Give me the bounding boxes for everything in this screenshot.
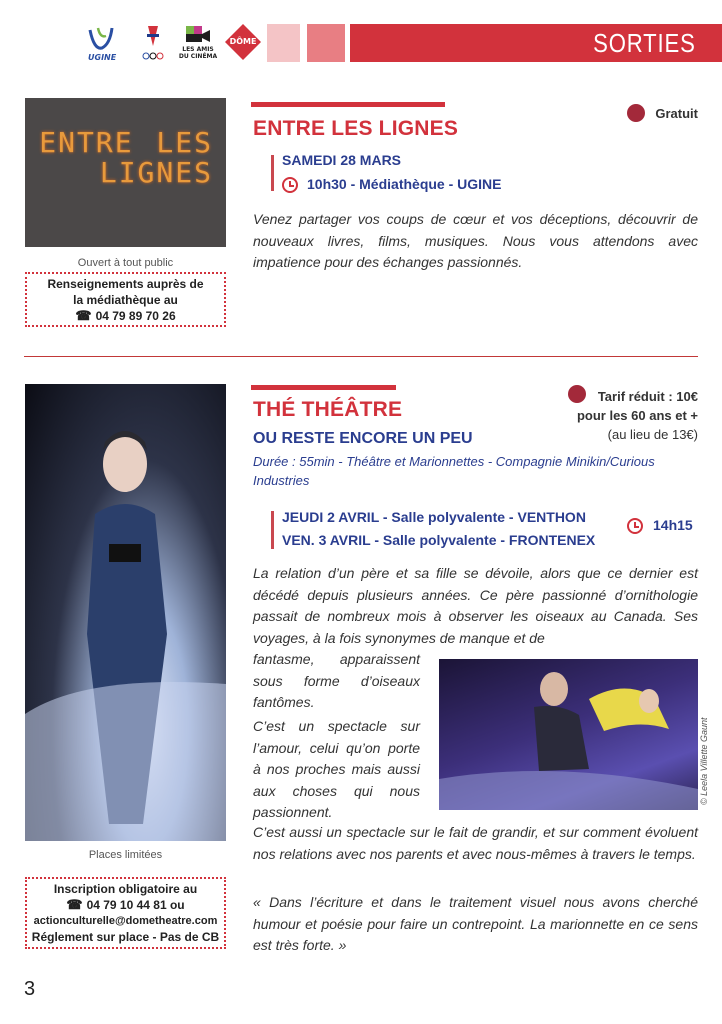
event1-info-phone: 04 79 89 70 26 [95, 309, 176, 323]
event1-date-bar [271, 155, 274, 191]
event2-para2: C’est un spectacle sur l’amour, celui qu’on porte à nos proches mais aussi aux choses qui nous passionnent. [253, 718, 420, 821]
puppet-scene-photo [439, 659, 698, 810]
event2-price-line1: Tarif réduit : 10€ [597, 389, 698, 404]
section-divider [24, 356, 698, 357]
event2-para1-end: fantasme, apparaissent sous forme d’oiseaux fantômes. [253, 651, 420, 711]
entre-les-lignes-image: ENTRE LES LIGNES [25, 98, 226, 247]
amis-cinema-logo: LES AMIS DU CINÉMA [178, 24, 218, 64]
event1-time-place: 10h30 - Médiathèque - UGINE [307, 176, 502, 192]
event2-info-box [25, 877, 226, 949]
event2-info-email: actionculturelle@dometheatre.com [33, 915, 218, 927]
event2-info-line4: Réglement sur place - Pas de CB [31, 930, 220, 944]
event1-title: ENTRE LES LIGNES [253, 117, 459, 140]
event2-info-phone: 04 79 10 44 81 ou [86, 898, 185, 912]
event1-caption: Ouvert à tout public [77, 257, 174, 269]
theatre-performer-photo [25, 384, 226, 841]
puppet-scene-illustration [439, 659, 698, 810]
clock-icon [627, 518, 643, 534]
event1-info-box [25, 272, 226, 327]
page-number: 3 [24, 978, 36, 1000]
header-square-light [267, 24, 300, 62]
event2-date1: JEUDI 2 AVRIL - Salle polyvalente - VENTHON [282, 509, 586, 525]
phone-icon: ☎ [66, 897, 83, 912]
event1-info-line2: la médiathèque au [73, 293, 178, 307]
photo-credit: © Leela Villette Gaunt [699, 717, 709, 805]
event2-title-rule [251, 385, 396, 390]
event2-quote: « Dans l’écriture et dans le traitement visuel nous avons cherché humour et poésie pour faire un contrepoint. La marionnette en ce sens est très forte. » [253, 894, 698, 954]
event2-price-line3: (au lieu de 13€) [607, 427, 698, 442]
photo-credit-wrapper [699, 665, 713, 805]
event1-title-rule [251, 102, 445, 107]
event2-details: Durée : 55min - Théâtre et Marionnettes - Compagnie Minikin/Curious Industries [253, 454, 655, 488]
header-square-medium [307, 24, 345, 62]
dome-theatre-logo: DÔME [225, 24, 261, 60]
clock-icon [282, 177, 298, 193]
partner-logos [84, 24, 274, 64]
section-header-band [350, 24, 722, 62]
performer-illustration [25, 384, 226, 841]
event2-date2: VEN. 3 AVRIL - Salle polyvalente - FRONTENEX [282, 532, 596, 548]
event1-price: Gratuit [655, 106, 698, 121]
ugine-logo: UGINE [84, 24, 118, 64]
event2-price-line2: pour les 60 ans et + [576, 408, 698, 423]
olympic-logo [140, 24, 166, 64]
event2-time: 14h15 [653, 517, 693, 533]
event1-date: SAMEDI 28 MARS [282, 152, 402, 168]
event1-info-line1: Renseignements auprès de [47, 277, 204, 291]
event2-caption: Places limitées [88, 849, 163, 861]
event2-price [540, 387, 698, 444]
event2-info-line1: Inscription obligatoire au [53, 882, 198, 896]
event2-para1: La relation d’un père et sa fille se dévoile, alors que ce dernier est décédé depuis plusieurs années. Ce père passionné d’ornithologie passait de nombreux mois à observer les oiseaux au Canada. Ses voyages, à la fois synonymes de manque et de [253, 565, 698, 646]
event2-date-bar [271, 511, 274, 549]
event2-title: THÉ THÉÂTRE [253, 398, 403, 421]
event2-para3: C’est aussi un spectacle sur le fait de grandir, et sur comment évoluent nos relations avec nos parents et avec nous-mêmes à travers le temps. [253, 824, 698, 862]
event1-description: Venez partager vos coups de cœur et vos déceptions, découvrir de nouveaux livres, films, musiques. Nous vous attendons avec impatience pour des échanges passionnés. [253, 211, 698, 271]
section-title: SORTIES [593, 28, 696, 58]
event2-subtitle: OU RESTE ENCORE UN PEU [253, 430, 473, 447]
phone-icon: ☎ [75, 308, 92, 323]
